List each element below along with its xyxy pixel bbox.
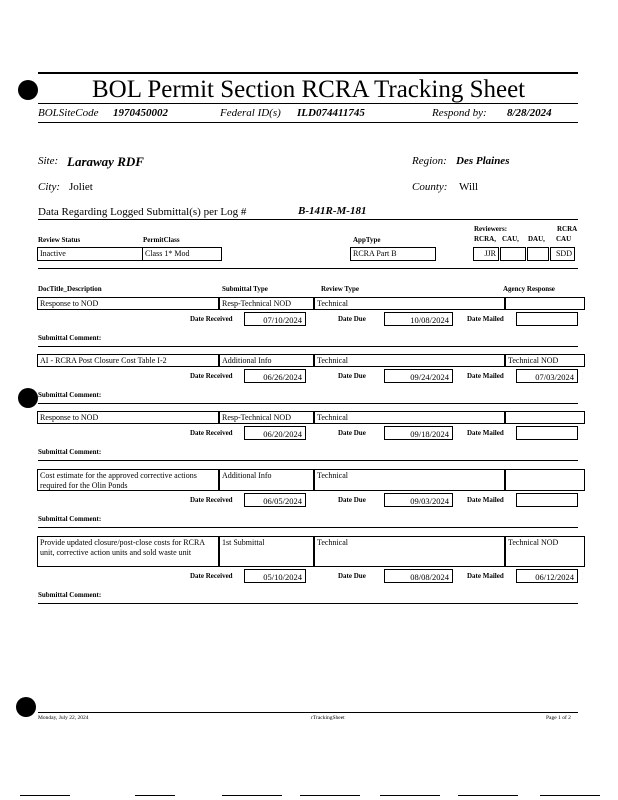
date-due-label: Date Due <box>338 372 366 380</box>
submittal-review-type: Technical <box>314 354 505 367</box>
log-underline <box>38 219 578 220</box>
region-label: Region: <box>412 155 447 167</box>
scan-mark <box>458 795 518 796</box>
submittal-type: Resp-Technical NOD <box>219 297 314 310</box>
submittal-review-type: Technical <box>314 411 505 424</box>
reviewers-header: Reviewers: <box>474 225 508 233</box>
date-due-label: Date Due <box>338 572 366 580</box>
submittal-description: AI - RCRA Post Closure Cost Table I-2 <box>37 354 219 367</box>
comment-rule <box>38 403 578 404</box>
date-received: 05/10/2024 <box>244 569 306 583</box>
submittal-type: Resp-Technical NOD <box>219 411 314 424</box>
submittal-type: Additional Info <box>219 354 314 367</box>
app-type-value: RCRA Part B <box>350 247 436 261</box>
date-due: 09/18/2024 <box>384 426 453 440</box>
date-mailed-label: Date Mailed <box>467 496 504 504</box>
city-label: City: <box>38 181 60 193</box>
submittal-type: Additional Info <box>219 469 314 491</box>
county-label: County: <box>412 181 448 193</box>
rcra-header: RCRA, <box>474 235 496 243</box>
region: Des Plaines <box>456 155 510 167</box>
agency-response-header: Agency Response <box>503 285 555 293</box>
reviewer-cau2-value: SDD <box>550 247 575 261</box>
scan-mark <box>540 795 600 796</box>
date-due: 08/08/2024 <box>384 569 453 583</box>
footer-report-name: rTrackingSheet <box>311 715 345 721</box>
date-received-label: Date Received <box>190 429 233 437</box>
date-received: 07/10/2024 <box>244 312 306 326</box>
date-mailed <box>516 426 578 440</box>
date-received-label: Date Received <box>190 572 233 580</box>
scan-mark <box>380 795 440 796</box>
date-due-label: Date Due <box>338 429 366 437</box>
submittal-description: Cost estimate for the approved corrective actions required for the Olin Ponds <box>37 469 219 491</box>
comment-rule <box>38 527 578 528</box>
reviewer-dau-value <box>527 247 549 261</box>
date-due: 09/03/2024 <box>384 493 453 507</box>
log-number: B-141R-M-181 <box>298 205 367 217</box>
scan-mark <box>135 795 175 796</box>
federal-id: ILD074411745 <box>297 107 365 119</box>
comment-rule <box>38 460 578 461</box>
scan-mark <box>20 795 70 796</box>
submittal-review-type: Technical <box>314 297 505 310</box>
submittal-agency-response <box>505 411 585 424</box>
header-bottom-rule <box>38 122 578 123</box>
city: Joliet <box>69 181 93 193</box>
date-received: 06/05/2024 <box>244 493 306 507</box>
reviewer-rcra-value: JJR <box>473 247 499 261</box>
rcra-top-header: RCRA <box>557 225 578 233</box>
date-received-label: Date Received <box>190 372 233 380</box>
date-received-label: Date Received <box>190 496 233 504</box>
title-underline <box>38 103 578 104</box>
comment-rule <box>38 346 578 347</box>
scan-mark <box>222 795 282 796</box>
site-name: Laraway RDF <box>67 154 144 169</box>
date-received-label: Date Received <box>190 315 233 323</box>
date-due: 09/24/2024 <box>384 369 453 383</box>
review-bottom-rule <box>38 268 578 269</box>
site-label: Site: <box>38 155 59 167</box>
doc-title-header: DocTitle_Description <box>38 285 102 293</box>
date-due-label: Date Due <box>338 315 366 323</box>
submittal-comment-label: Submittal Comment: <box>38 515 102 523</box>
header-top-rule <box>38 72 578 74</box>
submittal-comment-label: Submittal Comment: <box>38 391 102 399</box>
submittal-description: Response to NOD <box>37 297 219 310</box>
punch-hole-middle <box>18 388 38 408</box>
reviewer-cau-value <box>500 247 526 261</box>
date-mailed: 06/12/2024 <box>516 569 578 583</box>
comment-rule <box>38 603 578 604</box>
app-type-header: AppType <box>353 236 381 244</box>
submittal-review-type: Technical <box>314 536 505 567</box>
submittal-review-type: Technical <box>314 469 505 491</box>
submittal-type-header: Submittal Type <box>222 285 268 293</box>
bol-site-code-label: BOLSiteCode <box>38 107 99 119</box>
page-title: BOL Permit Section RCRA Tracking Sheet <box>92 76 526 103</box>
date-received: 06/26/2024 <box>244 369 306 383</box>
county: Will <box>459 181 479 193</box>
submittal-comment-label: Submittal Comment: <box>38 448 102 456</box>
submittal-agency-response: Technical NOD <box>505 536 585 567</box>
submittal-description: Response to NOD <box>37 411 219 424</box>
scan-mark <box>300 795 360 796</box>
submittal-agency-response <box>505 469 585 491</box>
submittal-comment-label: Submittal Comment: <box>38 591 102 599</box>
date-mailed-label: Date Mailed <box>467 315 504 323</box>
review-status-value: Inactive <box>37 247 143 261</box>
cau2-header: CAU <box>556 235 572 243</box>
federal-id-label: Federal ID(s) <box>220 107 281 119</box>
punch-hole-top <box>18 80 38 100</box>
date-received: 06/20/2024 <box>244 426 306 440</box>
review-status-header: Review Status <box>38 236 81 244</box>
review-type-header: Review Type <box>321 285 360 293</box>
date-mailed <box>516 493 578 507</box>
date-mailed <box>516 312 578 326</box>
date-mailed-label: Date Mailed <box>467 572 504 580</box>
date-mailed-label: Date Mailed <box>467 429 504 437</box>
date-due-label: Date Due <box>338 496 366 504</box>
footer-page: Page 1 of 2 <box>546 715 571 721</box>
date-mailed-label: Date Mailed <box>467 372 504 380</box>
log-text: Data Regarding Logged Submittal(s) per Log # <box>38 206 247 218</box>
submittal-agency-response <box>505 297 585 310</box>
respond-by-label: Respond by: <box>432 107 487 119</box>
dau-header: DAU, <box>528 235 545 243</box>
cau-header: CAU, <box>502 235 519 243</box>
bol-site-code: 1970450002 <box>113 107 168 119</box>
footer-rule <box>38 712 578 713</box>
submittal-description: Provide updated closure/post-close costs for RCRA unit, corrective action units and sold waste unit <box>37 536 219 567</box>
permit-class-header: PermitClass <box>143 236 180 244</box>
respond-by-date: 8/28/2024 <box>507 107 552 119</box>
punch-hole-bottom <box>16 697 36 717</box>
submittal-type: 1st Submittal <box>219 536 314 567</box>
submittal-agency-response: Technical NOD <box>505 354 585 367</box>
footer-date: Monday, July 22, 2024 <box>38 715 89 721</box>
date-mailed: 07/03/2024 <box>516 369 578 383</box>
submittal-comment-label: Submittal Comment: <box>38 334 102 342</box>
date-due: 10/08/2024 <box>384 312 453 326</box>
permit-class-value: Class 1* Mod <box>142 247 222 261</box>
